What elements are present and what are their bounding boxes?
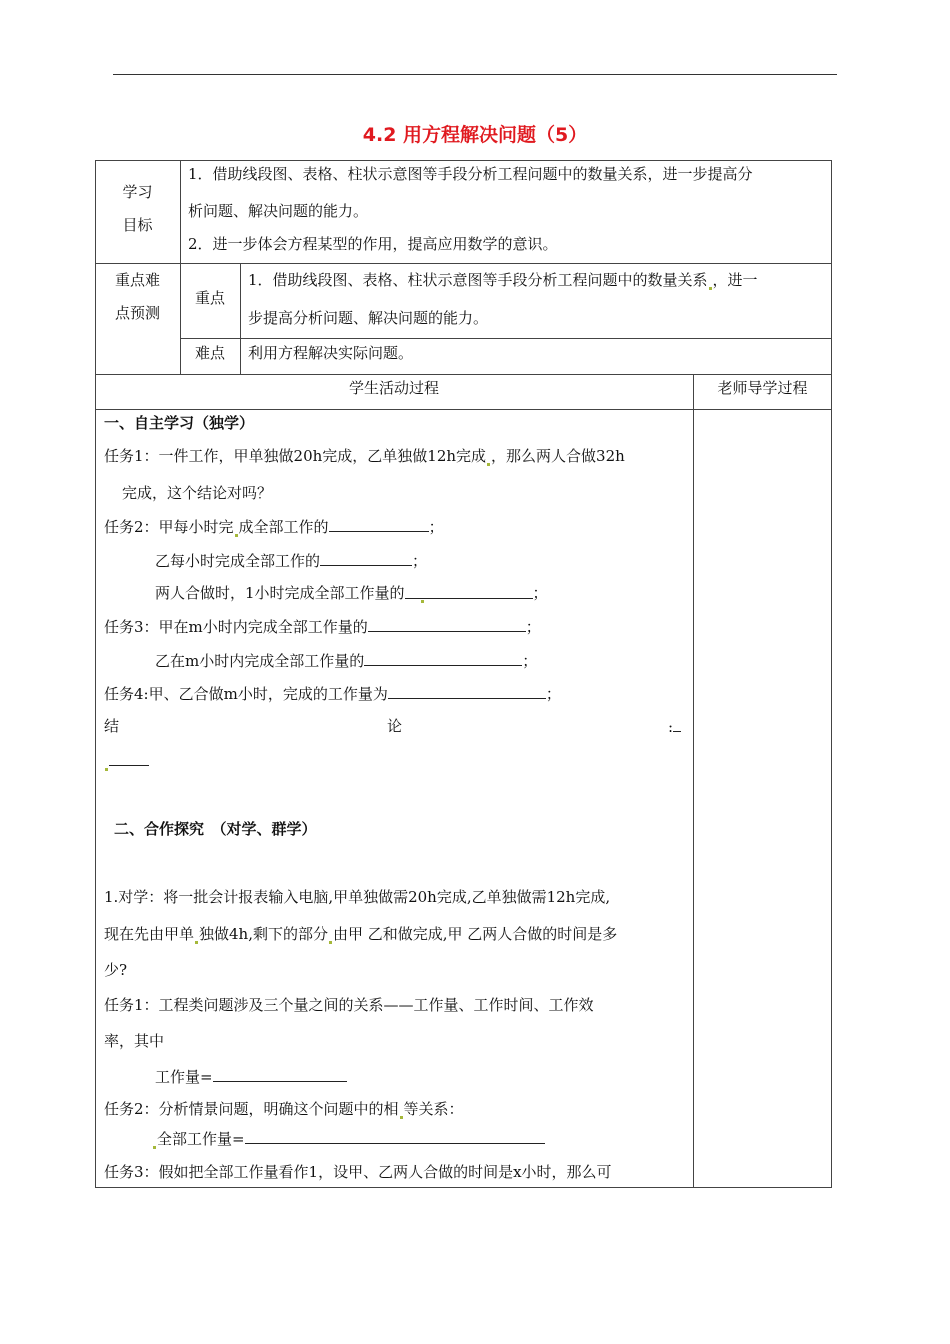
- col-divider-teacher: [693, 374, 694, 1188]
- mark-dot: [400, 1116, 403, 1119]
- answer-blank[interactable]: [109, 750, 149, 766]
- teacher-column-header: 老师导学过程: [717, 379, 808, 397]
- page-title: 4.2 用方程解决问题（5）: [362, 124, 588, 146]
- answer-blank[interactable]: [673, 716, 681, 732]
- row-divider-focus-inner: [180, 338, 832, 339]
- answer-blank[interactable]: [320, 550, 412, 566]
- header-rule: [113, 74, 837, 75]
- task-2-line-3: 两人合做时，1小时完成全部工作量的 ；: [155, 584, 548, 602]
- col-divider-sub: [240, 263, 241, 374]
- section-1-heading: 一、自主学习（独学）: [104, 414, 255, 432]
- task-2-line-2: 乙每小时完成全部工作的 ；: [155, 552, 428, 570]
- problem-line-3: 少?: [104, 961, 128, 979]
- section-2-heading: 二、合作探究 （对学、群学）: [114, 820, 317, 838]
- answer-blank[interactable]: [368, 616, 526, 632]
- task-3-line-1: 任务3：甲在m小时内完成全部工作量的 ；: [104, 618, 541, 636]
- row-divider-columns: [95, 409, 832, 410]
- objectives-label-2: 目标: [122, 216, 153, 234]
- section-2-task-3: 任务3：假如把全部工作量看作1，设甲、乙两人合做的时间是x小时，那么可: [104, 1163, 612, 1181]
- answer-blank[interactable]: [329, 516, 429, 532]
- key-points-label: 重点: [194, 289, 225, 307]
- objective-line-2: 析问题、解决问题的能力。: [188, 202, 369, 220]
- student-column-header: 学生活动过程: [348, 379, 439, 397]
- objective-line-3: 2．进一步体会方程某型的作用，提高应用数学的意识。: [188, 235, 558, 253]
- problem-line-1: 1.对学：将一批会计报表输入电脑,甲单独做需20h完成,乙单独做需12h完成,: [104, 888, 611, 906]
- key-points-line-2: 步提高分析问题、解决问题的能力。: [248, 309, 489, 327]
- difficulty-label: 难点: [194, 344, 225, 362]
- mark-dot: [421, 600, 424, 603]
- col-divider-label: [180, 160, 181, 374]
- focus-label: 重点难: [114, 271, 160, 289]
- problem-line-2: 现在先由甲单 独做4h,剩下的部分 由甲 乙和做完成,甲 乙两人合做的时间是多: [104, 925, 618, 943]
- mark-dot: [487, 463, 490, 466]
- answer-blank[interactable]: [245, 1128, 545, 1144]
- total-work-equation: 全部工作量=: [152, 1128, 545, 1149]
- answer-blank[interactable]: [213, 1066, 347, 1082]
- mark-dot: [709, 287, 712, 290]
- answer-blank[interactable]: [364, 650, 522, 666]
- objective-line-1: 1．借助线段图、表格、柱状示意图等手段分析工程问题中的数量关系，进一步提高分: [188, 165, 753, 183]
- row-divider-objectives: [95, 263, 832, 264]
- difficulty-text: 利用方程解决实际问题。: [248, 344, 414, 362]
- mark-dot: [105, 768, 108, 771]
- mark-dot: [153, 1146, 156, 1149]
- task-3-line-2: 乙在m小时内完成全部工作量的 ；: [155, 652, 538, 670]
- answer-blank[interactable]: [388, 683, 546, 699]
- mark-dot: [329, 941, 332, 944]
- mark-dot: [195, 941, 198, 944]
- row-divider-focus: [95, 374, 832, 375]
- conclusion-char-1: 结: [104, 717, 120, 735]
- work-equation: 工作量=: [155, 1066, 347, 1087]
- focus-label-2: 点预测: [114, 304, 160, 322]
- mark-dot: [235, 534, 238, 537]
- objectives-label: 学习: [122, 183, 153, 201]
- task-2-line-1: 任务2：甲每小时完 成全部工作的 ；: [104, 518, 444, 536]
- conclusion-char-2: 论: [387, 717, 403, 735]
- section-2-task-1-line-2: 率，其中: [104, 1032, 165, 1050]
- answer-blank[interactable]: [405, 583, 533, 599]
- task-1-line-1: 任务1：一件工作，甲单独做20h完成，乙单独做12h完成 ，那么两人合做32h: [104, 447, 625, 465]
- conclusion-blank: [104, 750, 149, 771]
- conclusion-colon: :: [668, 716, 681, 737]
- task-1-line-2: 完成，这个结论对吗？: [122, 484, 273, 502]
- section-2-task-2: 任务2：分析情景问题，明确这个问题中的相 等关系：: [104, 1100, 464, 1118]
- task-4-line: 任务4:甲、乙合做m小时，完成的工作量为 ；: [104, 685, 561, 703]
- section-2-task-1-line-1: 任务1：工程类问题涉及三个量之间的关系——工作量、工作时间、工作效: [104, 996, 594, 1014]
- key-points-line-1: 1．借助线段图、表格、柱状示意图等手段分析工程问题中的数量关系 ，进一: [248, 271, 758, 289]
